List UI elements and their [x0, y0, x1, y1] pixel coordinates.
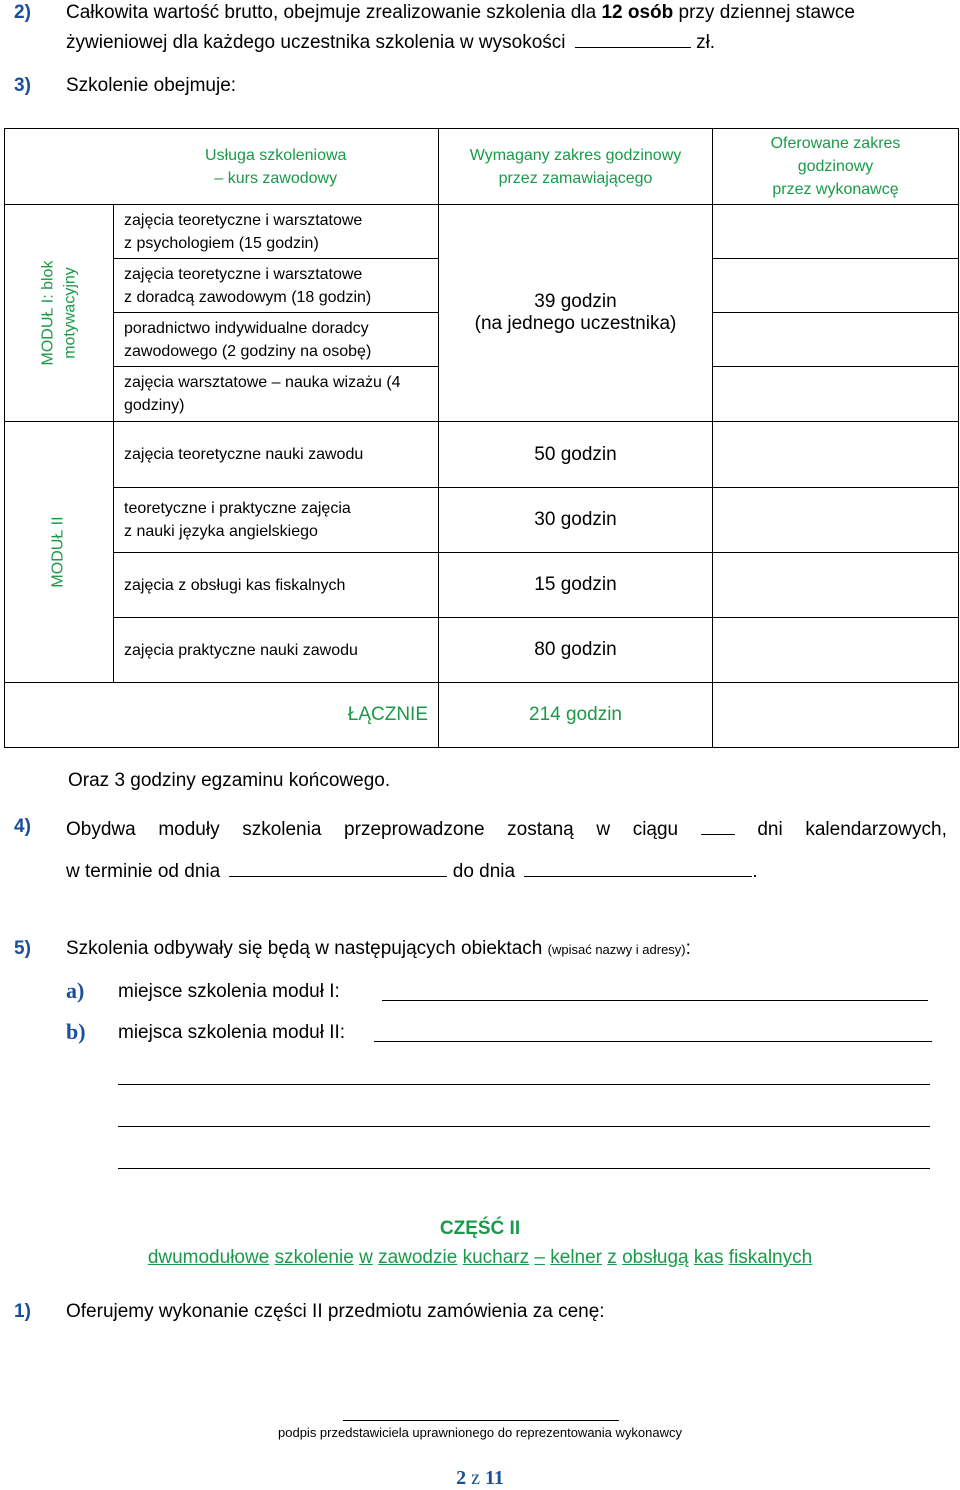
header-offered-line-3: przez wykonawcę — [772, 181, 899, 198]
item-a-letter: a) — [66, 978, 85, 1003]
word: zostaną — [507, 819, 574, 840]
header-offered-line-2: godzinowy — [797, 158, 874, 175]
table-row — [5, 422, 959, 488]
section-5-number: 5) — [14, 938, 31, 959]
offered-hours-field[interactable] — [713, 205, 959, 259]
header-service-line-2: – kurs zawodowy — [214, 169, 338, 187]
colon: : — [685, 938, 691, 959]
offered-hours-field[interactable] — [713, 367, 959, 422]
date-to-label: do dnia — [452, 861, 516, 882]
section-4-number: 4) — [14, 816, 31, 837]
days-count-field[interactable] — [701, 816, 735, 835]
item-a-label: miejsce szkolenia moduł I: — [118, 981, 340, 1002]
required-hours: 80 godzin — [439, 618, 713, 683]
service-line: z psychologiem (15 godzin) — [124, 234, 319, 252]
service-line: z doradcą zawodowym (18 godzin) — [124, 288, 372, 306]
module-1-label-line-1: MODUŁ I: blok — [38, 260, 56, 366]
item-b-letter: b) — [66, 1019, 86, 1044]
word: kalendarzowych, — [805, 819, 947, 840]
word: przeprowadzone — [344, 819, 485, 840]
offer-number: 1) — [14, 1301, 31, 1322]
service-line: z nauki języka angielskiego — [124, 523, 318, 540]
section-5-note: (wpisać nazwy i adresy) — [547, 942, 686, 957]
subtitle-word: obsługą — [622, 1247, 689, 1268]
section-3-title: Szkolenie obejmuje: — [66, 75, 237, 96]
item-b-label: miejsca szkolenia moduł II: — [118, 1022, 346, 1043]
word: ciągu — [632, 819, 679, 840]
subtitle-word: z — [607, 1247, 617, 1268]
header-service — [114, 129, 439, 205]
subtitle-word: – — [534, 1247, 545, 1268]
subtitle-word: fiskalnych — [728, 1247, 813, 1268]
part-2-subtitle — [0, 1247, 960, 1269]
service-cell — [114, 259, 439, 313]
section-4-line-2 — [66, 858, 758, 883]
header-offered-line-1: Oferowane zakres — [770, 135, 901, 152]
service-line: zajęcia teoretyczne i warsztatowe — [124, 211, 363, 229]
training-scope-table — [4, 128, 959, 748]
offered-hours-field[interactable] — [713, 618, 959, 683]
section-2-number: 2) — [14, 2, 31, 23]
module-1-hours-line-2: (na jednego uczestnika) — [474, 313, 677, 334]
subtitle-word: kas — [693, 1247, 724, 1268]
service-cell — [114, 205, 439, 259]
module-2-label — [5, 422, 114, 683]
word: dni — [757, 819, 783, 840]
subtitle-word: w — [359, 1247, 373, 1268]
module-1-label — [5, 205, 114, 422]
item-b-line — [118, 1022, 345, 1044]
header-empty-cell — [5, 129, 114, 205]
subtitle-word: kucharz — [462, 1247, 530, 1268]
total-label: ŁĄCZNIE — [5, 683, 439, 748]
required-hours: 50 godzin — [439, 422, 713, 488]
table-row — [5, 553, 959, 618]
module-1-label-line-2: motywacyjny — [60, 267, 78, 359]
word: szkolenia — [242, 819, 322, 840]
section-2-text: Całkowita wartość brutto, obejmuje zrealizowanie szkolenia dla — [66, 2, 602, 23]
required-hours: 15 godzin — [439, 553, 713, 618]
item-a-line — [118, 981, 340, 1003]
service-cell — [114, 618, 439, 683]
table-header-row — [5, 129, 959, 205]
date-to-field[interactable] — [524, 858, 752, 877]
header-required — [439, 129, 713, 205]
module-1-hours-line-1: 39 godzin — [534, 291, 617, 312]
page-number — [0, 1467, 960, 1490]
section-2-people-count: 12 osób — [601, 2, 674, 23]
offered-hours-field[interactable] — [713, 422, 959, 488]
currency-label: zł. — [696, 32, 716, 53]
location-extra-line-1[interactable] — [118, 1084, 930, 1085]
period: . — [752, 861, 758, 882]
offer-text: Oferujemy wykonanie części II przedmiotu zamówienia za cenę: — [66, 1301, 605, 1322]
total-hours: 214 godzin — [439, 683, 713, 748]
service-line: godziny) — [124, 397, 185, 414]
subtitle-word: szkolenie — [274, 1247, 354, 1268]
service-cell — [114, 488, 439, 553]
required-hours: 30 godzin — [439, 488, 713, 553]
subtitle-word: dwumodułowe — [147, 1247, 270, 1268]
page-separator: z — [471, 1467, 480, 1489]
service-cell — [114, 422, 439, 488]
header-required-line-2: przez zamawiającego — [498, 169, 653, 187]
header-offered — [713, 129, 959, 205]
service-line: teoretyczne i praktyczne zajęcia — [124, 500, 351, 517]
service-line: zajęcia z obsługi kas fiskalnych — [124, 576, 346, 594]
section-2-text-2: żywieniowej dla każdego uczestnika szkolenia w wysokości — [66, 32, 566, 53]
exam-note: Oraz 3 godziny egzaminu końcowego. — [68, 770, 391, 791]
offered-hours-field[interactable] — [713, 553, 959, 618]
page-total: 11 — [484, 1467, 504, 1489]
word: Obydwa — [66, 819, 136, 840]
offered-hours-field[interactable] — [713, 259, 959, 313]
header-service-line-1: Usługa szkoleniowa — [205, 146, 347, 164]
total-row — [5, 683, 959, 748]
module-1-hours — [439, 205, 713, 422]
subtitle-word: kelner — [550, 1247, 602, 1268]
subtitle-word: zawodzie — [378, 1247, 458, 1268]
offered-hours-field[interactable] — [713, 313, 959, 367]
service-line: zajęcia warsztatowe – nauka wizażu (4 — [124, 374, 401, 391]
table-row — [5, 488, 959, 553]
word: w — [596, 819, 611, 840]
location-module-1-field[interactable] — [382, 1000, 928, 1001]
section-5-title-text: Szkolenia odbywały się będą w następujących obiektach — [66, 938, 543, 959]
header-required-line-1: Wymagany zakres godzinowy — [469, 146, 682, 164]
word: moduły — [158, 819, 220, 840]
service-cell — [114, 553, 439, 618]
signature-caption: podpis przedstawiciela uprawnionego do reprezentowania wykonawcy — [278, 1425, 682, 1440]
offered-hours-field[interactable] — [713, 488, 959, 553]
service-line: zawodowego (2 godziny na osobę) — [124, 342, 372, 360]
table-row — [5, 205, 959, 259]
section-3-number: 3) — [14, 75, 31, 96]
location-extra-line-3[interactable] — [118, 1168, 930, 1169]
location-extra-line-2[interactable] — [118, 1126, 930, 1127]
part-2-title: CZĘŚĆ II — [439, 1218, 521, 1239]
service-line: zajęcia teoretyczne nauki zawodu — [124, 446, 364, 463]
date-from-label: w terminie od dnia — [66, 861, 221, 882]
service-line: zajęcia praktyczne nauki zawodu — [124, 641, 358, 659]
daily-rate-field[interactable] — [575, 29, 691, 48]
section-2-line-1 — [66, 2, 855, 24]
module-2-label-text: MODUŁ II — [50, 516, 67, 588]
location-module-2-field[interactable] — [374, 1041, 932, 1042]
service-line: poradnictwo indywidualne doradcy — [124, 319, 369, 337]
signature-line[interactable] — [343, 1420, 619, 1421]
section-2-text-end: przy dziennej stawce — [673, 2, 855, 23]
page-current: 2 — [456, 1467, 467, 1489]
section-5-title — [66, 938, 691, 960]
section-2-line-2 — [66, 29, 715, 54]
table-row — [5, 618, 959, 683]
service-cell — [114, 367, 439, 422]
offered-total-field[interactable] — [713, 683, 959, 748]
service-line: zajęcia teoretyczne i warsztatowe — [124, 265, 363, 283]
service-cell — [114, 313, 439, 367]
section-4-line-1 — [66, 816, 947, 841]
date-from-field[interactable] — [229, 858, 447, 877]
